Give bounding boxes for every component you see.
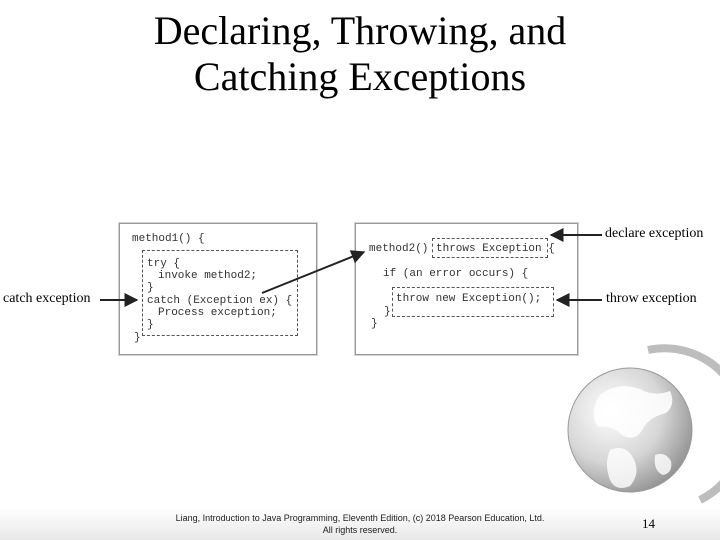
globe-logo (568, 348, 720, 500)
method2-signature: method2() (369, 243, 429, 255)
title-line-1: Declaring, Throwing, and (153, 8, 567, 53)
method1-line-4: } (147, 282, 154, 294)
catch-exception-label: catch exception (3, 291, 91, 306)
method1-line-2: try { (147, 258, 181, 270)
method1-line-6: Process exception; (158, 307, 277, 319)
method1-line-1: method1() { (132, 233, 205, 245)
throw-exception-label: throw exception (606, 291, 697, 306)
footer-line-2: All rights reserved. (322, 525, 398, 535)
method2-close-inner: } (384, 306, 391, 318)
method2-throws-clause: throws Exception { (436, 243, 555, 255)
title-line-2: Catching Exceptions (193, 54, 527, 99)
footer-line-1: Liang, Introduction to Java Programming, Eleventh Edition, (c) 2018 Pearson Education, Ltd. (175, 513, 545, 523)
method1-line-8: } (134, 332, 141, 344)
method2-close-outer: } (371, 318, 378, 330)
declare-exception-label: declare exception (605, 226, 704, 241)
method2-throw-line: throw new Exception(); (396, 293, 542, 305)
method2-if-line: if (an error occurs) { (383, 268, 529, 280)
invoke-arrow (262, 252, 364, 293)
method1-line-5: catch (Exception ex) { (147, 295, 293, 307)
page-number: 14 (642, 516, 655, 531)
method1-line-3: invoke method2; (158, 270, 258, 282)
footer-text (140, 512, 580, 536)
method1-line-7: } (147, 319, 154, 331)
